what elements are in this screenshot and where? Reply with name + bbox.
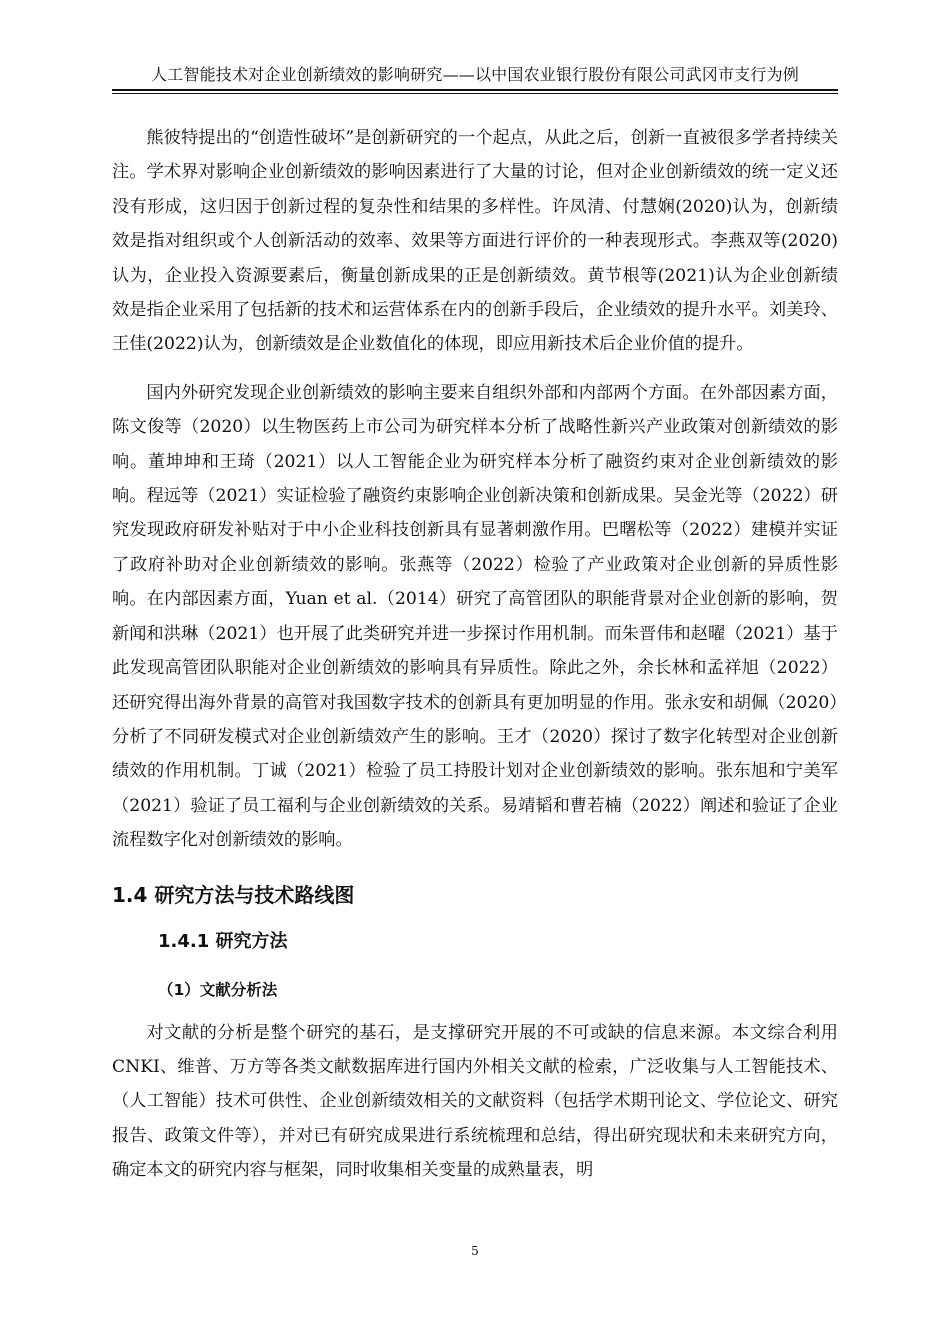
- running-header: 人工智能技术对企业创新绩效的影响研究——以中国农业银行股份有限公司武冈市支行为例: [150, 65, 799, 84]
- header-rule-thick: [112, 89, 838, 91]
- section-heading: 1.4 研究方法与技术路线图: [112, 882, 355, 907]
- header-rule-thin: [112, 93, 838, 94]
- page-number: 5: [471, 1244, 479, 1258]
- main-body: [112, 121, 838, 1188]
- body-paragraph-influencing-factors: 国内外研究发现企业创新绩效的影响主要来自组织外部和内部两个方面。在外部因素方面，陈文俊等（2020）以生物医药上市公司为研究样本分析了战略性新兴产业政策对创新绩效的影响。董坤坤和王琦（2021）以人工智能企业为研究样本分析了融资约束对企业创新绩效的影响。程远等（2021）实证检验了融资约束影响企业创新决策和创新成果。吴金光等（2022）研究发现政府研发补贴对于中小企业科技创新具有显著刺激作用。巴曙松等（2022）建模并实证了政府补助对企业创新绩效的影响。张燕等（2022）检验了产业政策对企业创新的异质性影响。在内部因素方面，Yuan et al.（2014）研究了高管团队的职能背景对企业创新的影响，贺新闻和洪琳（2021）也开展了此类研究并进一步探讨作用机制。而朱晋伟和赵曜（2021）基于此发现高管团队职能对企业创新绩效的影响具有异质性。除此之外，余长林和孟祥旭（2022）还研究得出海外背景的高管对我国数字技术的创新具有更加明显的作用。张永安和胡佩（2020）分析了不同研发模式对企业创新绩效产生的影响。王才（2020）探讨了数字化转型对企业创新绩效的作用机制。丁诚（2021）检验了员工持股计划对企业创新绩效的影响。张东旭和宁美军（2021）验证了员工福利与企业创新绩效的关系。易靖韬和曹若楠（2022）阐述和验证了企业流程数字化对创新绩效的影响。: [112, 382, 838, 851]
- body-paragraph-literature-method: 对文献的分析是整个研究的基石，是支撑研究开展的不可或缺的信息来源。本文综合利用 CNKI、维普、万方等各类文献数据库进行国内外相关文献的检索，广泛收集与人工智能技术、（人工智能）技术可供性、企业创新绩效相关的文献资料（包括学术期刊论文、学位论文、研究报告、政策文件等），并对已有研究成果进行系统梳理和总结，得出研究现状和未来研究方向，确定本文的研究内容与框架，同时收集相关变量的成熟量表，明: [112, 1022, 838, 1181]
- subsection-heading: 1.4.1 研究方法: [158, 930, 288, 952]
- item-heading: （1）文献分析法: [158, 980, 278, 999]
- body-paragraph-innovation-definition: 熊彼特提出的“创造性破坏”是创新研究的一个起点，从此之后，创新一直被很多学者持续关注。学术界对影响企业创新绩效的影响因素进行了大量的讨论，但对企业创新绩效的统一定义还没有形成，这归因于创新过程的复杂性和结果的多样性。许凤清、付慧娴(2020)认为，创新绩效是指对组织或个人创新活动的效率、效果等方面进行评价的一种表现形式。李燕双等(2020)认为，企业投入资源要素后，衡量创新成果的正是创新绩效。黄节根等(2021)认为企业创新绩效是指企业采用了包括新的技术和运营体系在内的创新手段后，企业绩效的提升水平。刘美玲、王佳(2022)认为，创新绩效是企业数值化的体现，即应用新技术后企业价值的提升。: [112, 128, 838, 355]
